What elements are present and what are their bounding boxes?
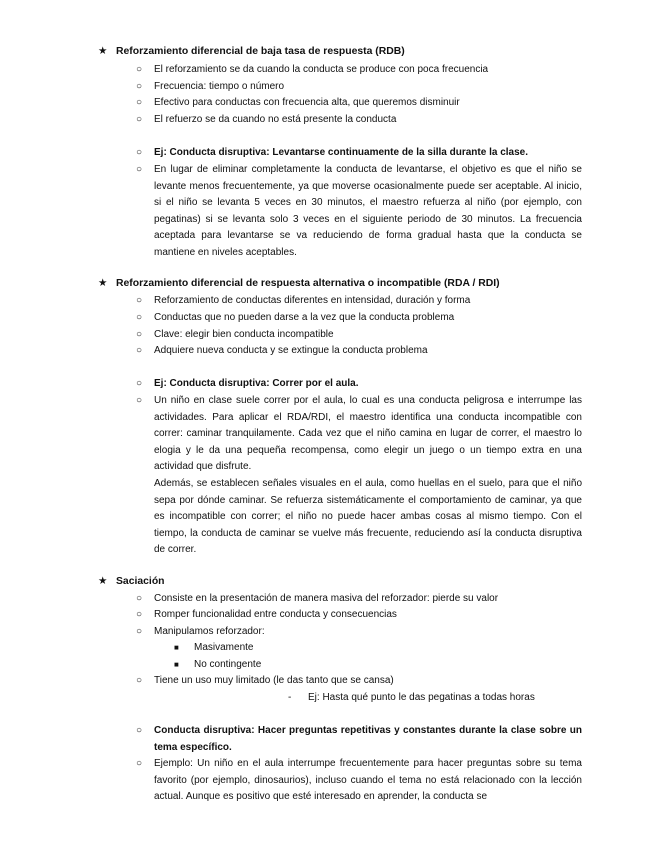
circle-bullet-icon: ○: [136, 114, 143, 125]
star-bullet-icon: ★: [98, 278, 108, 289]
circle-bullet-icon: ○: [136, 609, 143, 620]
example-paragraph: ○ Ejemplo: Un niño en el aula interrumpe frecuentemente para hacer preguntas sobre su tema favorito (por ejemplo, dinosaurios), incluso cuando el tema no está relacionado con la lección actual. Aunque es positivo que esté interesado en aprender, la conducta se: [136, 758, 582, 803]
circle-bullet-icon: ○: [136, 675, 143, 686]
example-paragraph: ○ Un niño en clase suele correr por el aula, lo cual es una conducta peligrosa e interrumpe las actividades. Para aplicar el RDA/RDI, el maestro identifica una conducta incompatible con correr: caminar tranquilamente. Cada vez que el niño camina en lugar de correr, el maestro lo elogia y le da una pequeña recompensa, como elegir un juego o un tiempo extra en una actividad que disfrute. Además, se establecen señales visuales en el aula, como huellas en el suelo, para que el niño sepa por dónde caminar. Se refuerza sistemáticamente el comportamiento de caminar, ya que es incompatible con correr; el niño no puede hacer ambas cosas al mismo tiempo. Con el tiempo, la conducta de caminar se vuelve más frecuente, reduciendo así la conducta disruptiva de correr.: [136, 395, 582, 556]
dash-list-item: - Ej: Hasta qué punto le das pegatinas a todas horas: [288, 690, 535, 706]
circle-bullet-icon: ○: [136, 312, 143, 323]
list-item: ○ Manipulamos reforzador:: [136, 624, 582, 641]
example-title: ○ Ej: Conducta disruptiva: Levantarse continuamente de la silla durante la clase.: [136, 145, 582, 162]
section-heading-rdb: [98, 44, 618, 60]
circle-bullet-icon: ○: [136, 81, 143, 92]
list-item: ○ El reforzamiento se da cuando la conducta se produce con poca frecuencia: [136, 62, 582, 79]
circle-bullet-icon: ○: [136, 329, 143, 340]
circle-bullet-icon: ○: [136, 164, 143, 175]
square-bullet-icon: ■: [174, 643, 179, 652]
sub-list-item: ■ Masivamente: [174, 640, 253, 656]
section-title: Reforzamiento diferencial de respuesta alternativa o incompatible (RDA / RDI): [116, 278, 500, 289]
circle-bullet-icon: ○: [136, 378, 143, 389]
list-item: ○ Adquiere nueva conducta y se extingue la conducta problema: [136, 343, 582, 360]
example-title: ○ Ej: Conducta disruptiva: Correr por el aula.: [136, 376, 582, 393]
section-title: Saciación: [116, 576, 165, 587]
circle-bullet-icon: ○: [136, 295, 143, 306]
sub-list-item: ■ No contingente: [174, 657, 261, 673]
section-heading-rda: [98, 276, 618, 292]
star-bullet-icon: ★: [98, 46, 108, 57]
list-item: ○ Tiene un uso muy limitado (le das tanto que se cansa): [136, 673, 582, 690]
list-item: ○ Clave: elegir bien conducta incompatible: [136, 327, 582, 344]
circle-bullet-icon: ○: [136, 725, 143, 736]
example-title: ○ Conducta disruptiva: Hacer preguntas repetitivas y constantes durante la clase sobre un tema específico.: [136, 725, 582, 753]
example-paragraph: ○ En lugar de eliminar completamente la conducta de levantarse, el objetivo es que el niño se levante menos frecuentemente, ya que moverse ocasionalmente puede ser aceptable. Al inicio, si el niño se levanta 5 veces en 30 minutos, el maestro refuerza al niño (por ejemplo, con pegatinas) si se levanta solo 3 veces en el siguiente periodo de 30 minutos. La frecuencia aceptada para levantarse se va reduciendo de forma gradual hasta que la conducta se mantiene en niveles aceptables.: [136, 164, 582, 258]
list-item: ○ Consiste en la presentación de manera masiva del reforzador: pierde su valor: [136, 591, 582, 608]
circle-bullet-icon: ○: [136, 758, 143, 769]
circle-bullet-icon: ○: [136, 395, 143, 406]
list-item: ○ Romper funcionalidad entre conducta y consecuencias: [136, 607, 582, 624]
list-item: ○ Efectivo para conductas con frecuencia alta, que queremos disminuir: [136, 95, 582, 112]
list-item: ○ Reforzamiento de conductas diferentes en intensidad, duración y forma: [136, 293, 582, 310]
circle-bullet-icon: ○: [136, 626, 143, 637]
section-title: Reforzamiento diferencial de baja tasa de respuesta (RDB): [116, 46, 405, 57]
square-bullet-icon: ■: [174, 660, 179, 669]
list-item: ○ Conductas que no pueden darse a la vez que la conducta problema: [136, 310, 582, 327]
dash-bullet-icon: -: [288, 692, 292, 703]
list-item: ○ El refuerzo se da cuando no está presente la conducta: [136, 112, 582, 129]
circle-bullet-icon: ○: [136, 593, 143, 604]
section-heading-saciacion: [98, 574, 618, 590]
list-item: ○ Frecuencia: tiempo o número: [136, 79, 582, 96]
star-bullet-icon: ★: [98, 576, 108, 587]
circle-bullet-icon: ○: [136, 147, 143, 158]
circle-bullet-icon: ○: [136, 345, 143, 356]
circle-bullet-icon: ○: [136, 97, 143, 108]
circle-bullet-icon: ○: [136, 64, 143, 75]
